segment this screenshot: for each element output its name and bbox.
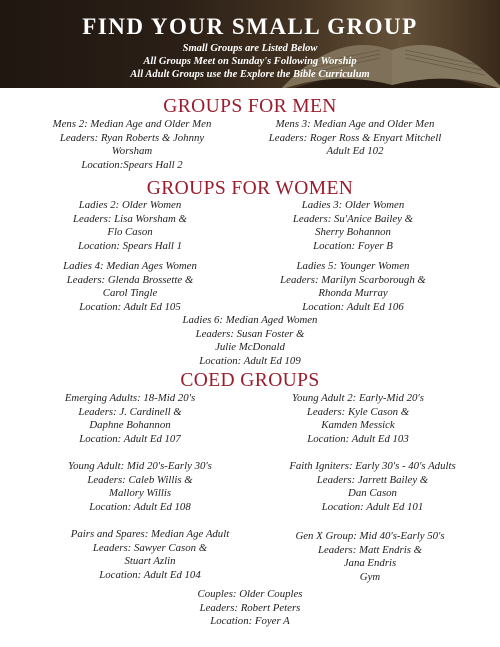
- group-line: Ladies 6: Median Aged Women: [182, 314, 318, 326]
- group-line: Adult Ed 102: [326, 145, 384, 158]
- group-line: Location: Adult Ed 106: [302, 300, 404, 313]
- group-line: Ladies 2: Older Women: [78, 199, 182, 211]
- group-card: [40, 528, 260, 582]
- section-heading-men: GROUPS FOR MEN: [163, 96, 337, 117]
- group-line: Ladies 3: Older Women: [301, 199, 405, 211]
- group-line: Mens 2: Median Age and Older Men: [52, 118, 212, 130]
- group-line: Leaders: Lisa Worsham &: [73, 212, 187, 225]
- group-line: Stuart Azlin: [124, 555, 176, 568]
- group-card: [238, 199, 468, 253]
- group-line: Flo Cason: [107, 226, 153, 239]
- group-line: Leaders: Susan Foster &: [195, 327, 305, 340]
- group-card: [255, 460, 490, 514]
- group-line: Location: Foyer A: [210, 615, 290, 628]
- group-card: [255, 530, 485, 584]
- group-line: Leaders: Marilyn Scarborough &: [280, 273, 426, 286]
- header-line: All Groups Meet on Sunday's Following Worship: [143, 56, 357, 67]
- group-card: [238, 260, 468, 314]
- group-line: Location: Adult Ed 104: [99, 568, 201, 581]
- group-line: Young Adult 2: Early-Mid 20's: [292, 392, 424, 404]
- group-line: Emerging Adults: 18-Mid 20's: [64, 392, 196, 404]
- group-card: [258, 392, 458, 446]
- group-card: [140, 314, 360, 368]
- group-card: [30, 392, 230, 446]
- group-line: Leaders: Robert Peters: [199, 601, 301, 614]
- group-line: Leaders: Roger Ross & Enyart Mitchell: [268, 131, 442, 144]
- group-card: [22, 118, 242, 172]
- group-line: Leaders: Kyle Cason &: [306, 405, 410, 418]
- section-heading-coed: COED GROUPS: [180, 370, 320, 391]
- group-line: Leaders: Matt Endris &: [317, 543, 423, 556]
- group-line: Leaders: Caleb Willis &: [87, 473, 193, 486]
- group-card: [30, 460, 250, 514]
- group-card: [20, 199, 240, 253]
- group-line: Mallory Willis: [108, 487, 172, 500]
- group-line: Location: Adult Ed 108: [89, 500, 191, 513]
- group-line: Ladies 5: Younger Women: [296, 260, 410, 272]
- group-card: [20, 260, 240, 314]
- group-line: Location: Adult Ed 107: [79, 432, 181, 445]
- group-line: Gen X Group: Mid 40's-Early 50's: [295, 530, 445, 542]
- group-line: Location:Spears Hall 2: [81, 158, 183, 171]
- group-card: [140, 588, 360, 629]
- group-line: Leaders: Su'Anice Bailey &: [292, 212, 414, 225]
- group-line: Carol Tingle: [102, 287, 158, 300]
- group-line: Gym: [359, 570, 381, 583]
- group-line: Leaders: Glenda Brossette &: [66, 273, 194, 286]
- header-line: Small Groups are Listed Below: [182, 43, 318, 54]
- group-line: Pairs and Spares: Median Age Adult: [70, 528, 230, 540]
- group-line: Young Adult: Mid 20's-Early 30's: [68, 460, 212, 472]
- group-line: Sherry Bohannon: [315, 226, 391, 239]
- group-line: Rhonda Murray: [318, 287, 388, 300]
- group-line: Leaders: Ryan Roberts & Johnny: [59, 131, 205, 144]
- group-line: Location: Foyer B: [313, 239, 393, 252]
- group-line: Worsham: [111, 145, 153, 158]
- group-line: Location: Adult Ed 109: [199, 354, 301, 367]
- group-line: Mens 3: Median Age and Older Men: [275, 118, 435, 130]
- group-line: Leaders: J. Cardinell &: [78, 405, 182, 418]
- page-title: FIND YOUR SMALL GROUP: [82, 14, 418, 39]
- group-line: Ladies 4: Median Ages Women: [63, 260, 197, 272]
- header-line: All Adult Groups use the Explore the Bible Curriculum: [130, 69, 370, 80]
- group-card: [240, 118, 470, 159]
- group-line: Location: Adult Ed 105: [79, 300, 181, 313]
- group-line: Daphne Bohannon: [89, 419, 171, 432]
- group-line: Faith Igniters: Early 30's - 40's Adults: [289, 460, 456, 472]
- section-heading-women: GROUPS FOR WOMEN: [146, 178, 354, 199]
- group-line: Location: Adult Ed 103: [307, 432, 409, 445]
- group-line: Location: Spears Hall 1: [77, 239, 183, 252]
- group-line: Kamden Messick: [321, 419, 395, 432]
- group-line: Couples: Older Couples: [197, 588, 303, 600]
- group-line: Jana Endris: [343, 557, 397, 570]
- group-line: Leaders: Jarrett Bailey &: [316, 473, 429, 486]
- group-line: Julie McDonald: [215, 341, 285, 354]
- group-line: Location: Adult Ed 101: [321, 500, 424, 513]
- group-line: Dan Cason: [348, 487, 397, 500]
- group-line: Leaders: Sawyer Cason &: [92, 541, 208, 554]
